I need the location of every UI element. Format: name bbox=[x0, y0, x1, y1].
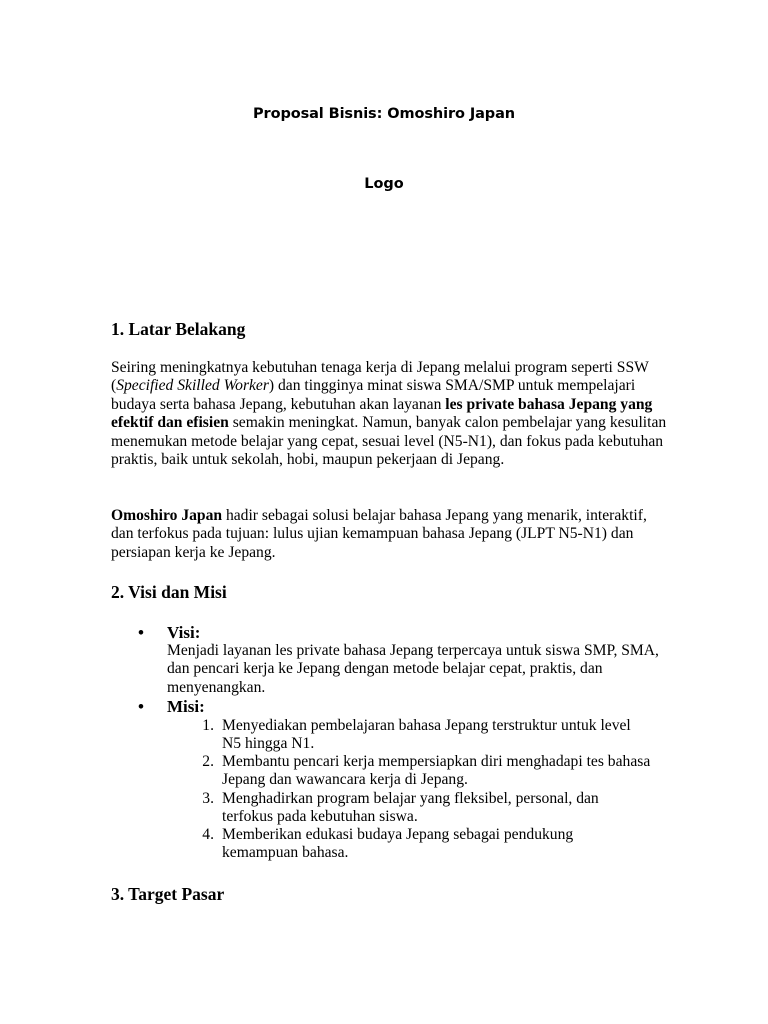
bullet-label-visi: Visi: bbox=[167, 623, 201, 642]
section-heading-visi-misi: 2. Visi dan Misi bbox=[111, 582, 227, 602]
list-number: 3. bbox=[202, 790, 214, 807]
italic-term: Specified Skilled Worker bbox=[116, 377, 269, 395]
bullet-label-misi: Misi: bbox=[167, 697, 205, 716]
text-run: hadir sebagai solusi belajar bahasa Jepang yang menarik, interaktif, dan terfokus pada tujuan: lulus ujian kemampuan bahasa Jepang (JLPT N5-N1) dan persiapan kerja ke Jepang. bbox=[111, 507, 647, 561]
paragraph-latar-belakang bbox=[111, 359, 671, 469]
text-run: Seiring meningkatnya kebutuhan tenaga kerja di Jepang melalui program seperti SSW ( bbox=[111, 359, 649, 395]
bullet-misi bbox=[111, 697, 671, 719]
bullet-icon: • bbox=[138, 623, 144, 642]
list-number: 4. bbox=[202, 826, 214, 843]
text-run: ) dan tingginya minat siswa SMA/SMP untuk mempelajari budaya serta bahasa Jepang, kebutuhan akan layanan bbox=[111, 377, 636, 413]
section-heading-target-pasar: 3. Target Pasar bbox=[111, 884, 225, 904]
bold-emphasis: les private bahasa Jepang yang efektif dan efisien bbox=[111, 395, 653, 432]
visi-text: Menjadi layanan les private bahasa Jepang terpercaya untuk siswa SMP, SMA, dan pencari kerja ke Jepang dengan metode belajar cepat, praktis, dan menyenangkan. bbox=[167, 642, 659, 696]
list-item-text: Menyediakan pembelajaran bahasa Jepang terstruktur untuk level N5 hingga N1. bbox=[222, 717, 631, 753]
list-item-text: Menghadirkan program belajar yang fleksibel, personal, dan terfokus pada kebutuhan siswa. bbox=[222, 790, 599, 826]
bullet-icon: • bbox=[138, 697, 144, 716]
list-number: 1. bbox=[202, 717, 214, 734]
text-run: semakin meningkat. Namun, banyak calon pembelajar yang kesulitan menemukan metode belajar yang cepat, sesuai level (N5-N1), dan fokus pada kebutuhan praktis, baik untuk sekolah, hobi, maupun pekerjaan di Jepang. bbox=[111, 414, 667, 469]
list-number: 2. bbox=[202, 753, 214, 770]
section-heading-latar-belakang: 1. Latar Belakang bbox=[111, 319, 246, 339]
logo-placeholder: Logo bbox=[364, 176, 404, 192]
list-item-text: Membantu pencari kerja mempersiapkan diri menghadapi tes bahasa Jepang dan wawancara kerja di Jepang. bbox=[222, 753, 651, 789]
paragraph-omoshiro-intro bbox=[111, 507, 671, 562]
document-title: Proposal Bisnis: Omoshiro Japan bbox=[253, 106, 515, 122]
bold-brand-name: Omoshiro Japan bbox=[111, 507, 223, 524]
list-item-text: Memberikan edukasi budaya Jepang sebagai pendukung kemampuan bahasa. bbox=[222, 826, 574, 862]
